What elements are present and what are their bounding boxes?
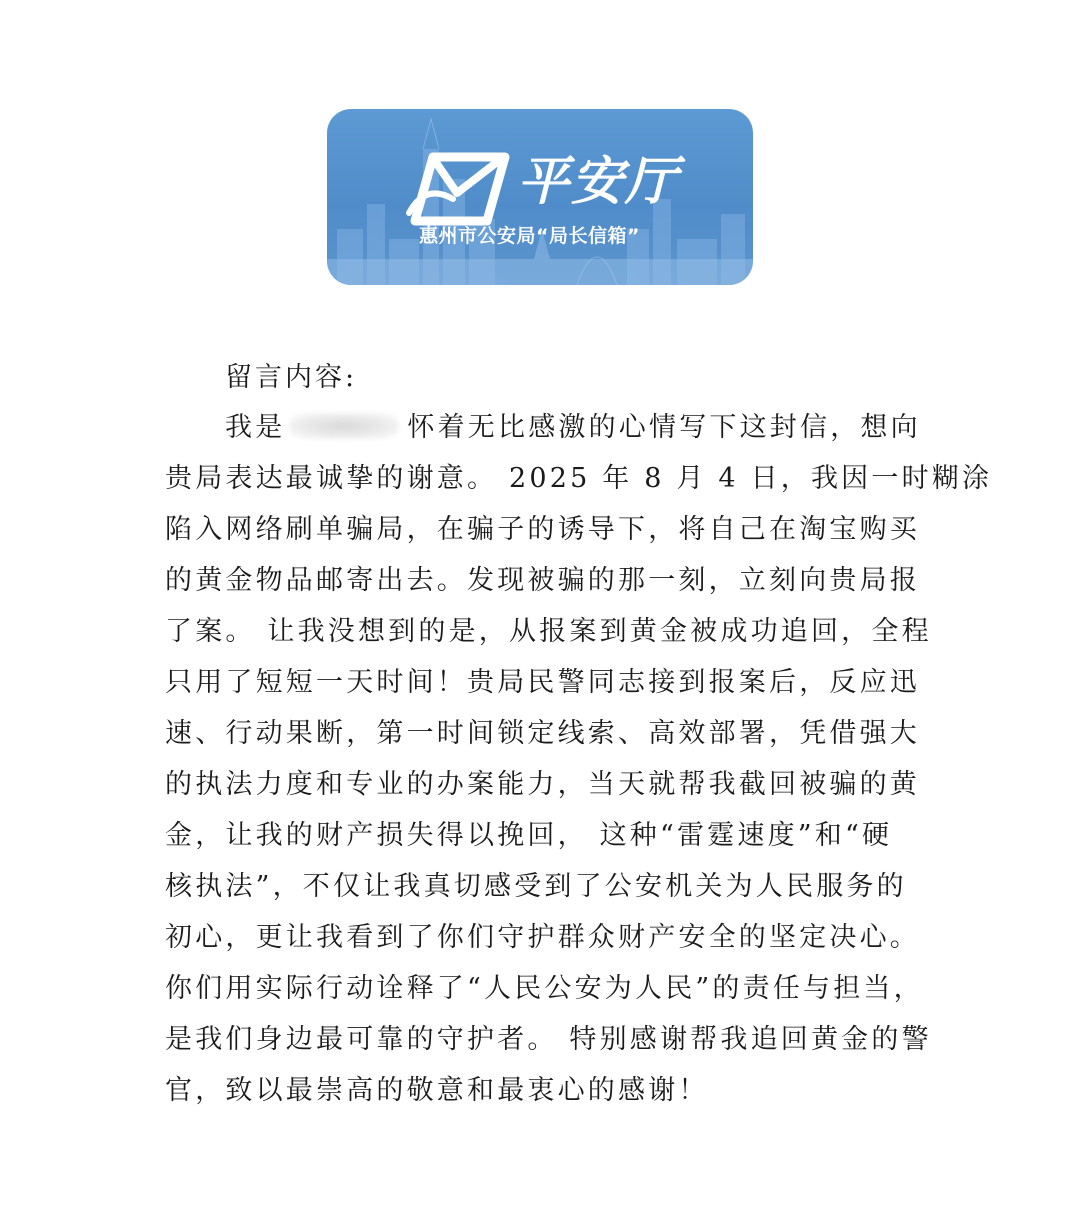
banner-subtitle: 惠州市公安局“局长信箱” [419, 225, 640, 247]
redacted-name [289, 413, 399, 439]
banner-title: 平安厅 [517, 152, 680, 212]
letter-line: 陷入网络刷单骗局，在骗子的诱导下，将自己在淘宝购买 [165, 514, 920, 545]
letter-text: 我是 [225, 412, 286, 443]
mail-envelope-icon [405, 143, 525, 229]
letter-line: 官，致以最崇高的敬意和最衷心的感谢！ [165, 1075, 709, 1106]
letter-line: 核执法”，不仅让我真切感受到了公安机关为人民服务的 [165, 871, 907, 902]
pingan-hall-banner [327, 109, 753, 285]
letter-line: 金，让我的财产损失得以挽回， 这种“雷霆速度”和“硬 [165, 820, 893, 851]
letter-line: 的黄金物品邮寄出去。发现被骗的那一刻，立刻向贵局报 [165, 565, 920, 596]
letter-line: 了案。 让我没想到的是，从报案到黄金被成功追回，全程 [165, 616, 932, 647]
message-heading: 留言内容: [225, 362, 358, 393]
letter-line: 的执法力度和专业的办案能力，当天就帮我截回被骗的黄 [165, 769, 920, 800]
letter-body [165, 408, 993, 1122]
letter-line: 只用了短短一天时间！贵局民警同志接到报案后，反应迅 [165, 667, 920, 698]
letter-line: 初心，更让我看到了你们守护群众财产安全的坚定决心。 [165, 922, 920, 953]
letter-text: 怀着无比感激的心情写下这封信，想向 [407, 412, 921, 443]
letter-line [165, 408, 925, 459]
letter-line: 你们用实际行动诠释了“人民公安为人民”的责任与担当， [165, 973, 924, 1004]
letter-line: 速、行动果断，第一时间锁定线索、高效部署，凭借强大 [165, 718, 920, 749]
letter-line: 贵局表达最诚挚的谢意。 2025 年 8 月 4 日，我因一时糊涂 [165, 463, 993, 494]
letter-line: 是我们身边最可靠的守护者。 特别感谢帮我追回黄金的警 [165, 1024, 932, 1055]
